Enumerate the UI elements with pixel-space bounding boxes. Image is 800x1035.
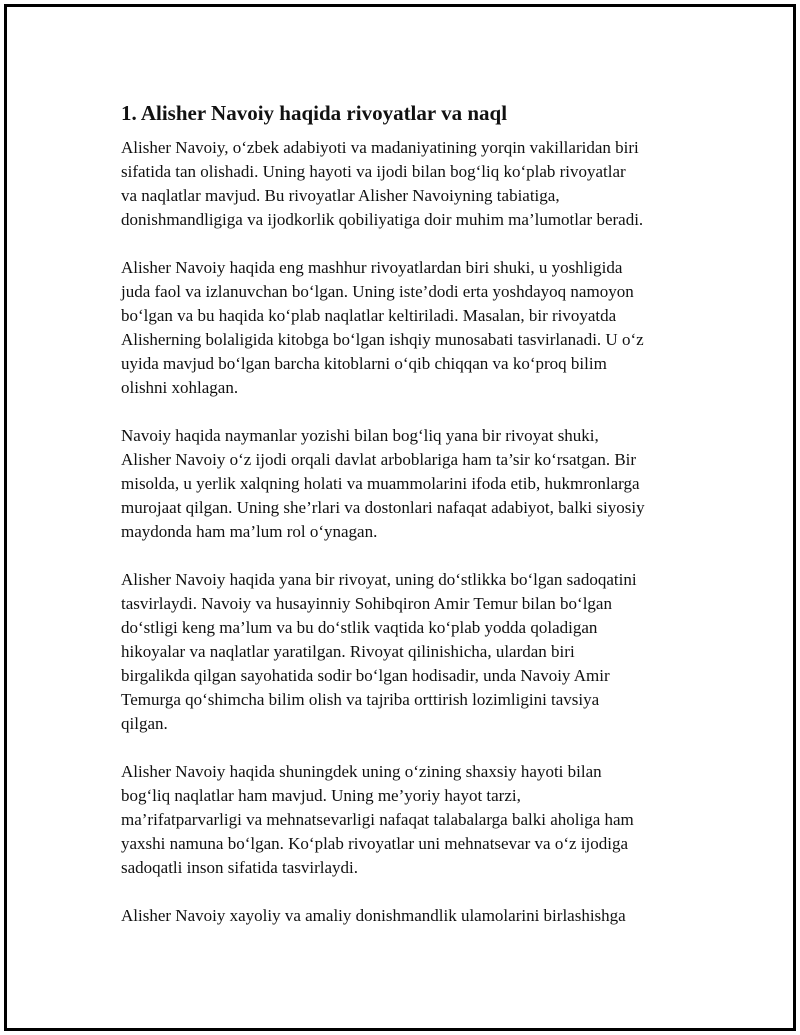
paragraph-5: Alisher Navoiy haqida shuningdek uning o‘zining shaxsiy hayoti bilan bog‘liq naqlatlar ham mavjud. Uning me’yoriy hayot tarzi, ma’rifatparvarligi va mehnatsevarligi nafaqat talabalarga balki aholiga ham yaxshi namuna bo‘lgan. Ko‘plab rivoyatlar uni mehnatsevar va o‘z ijodiga sadoqatli inson sifatida tasvirlaydi. [121,762,634,877]
paragraph-1: Alisher Navoiy, o‘zbek adabiyoti va madaniyatining yorqin vakillaridan biri sifatida tan olishadi. Uning hayoti va ijodi bilan bog‘liq ko‘plab rivoyatlar va naqlatlar mavjud. Bu rivoyatlar Alisher Navoiyning tabiatiga, donishmandligiga va ijodkorlik qobiliyatiga doir muhim ma’lumotlar beradi. [121,138,644,229]
document-body [121,99,701,952]
paragraph-4: Alisher Navoiy haqida yana bir rivoyat, uning do‘stlikka bo‘lgan sadoqatini tasvirlaydi. Navoiy va husayinniy Sohibqiron Amir Temur bilan bo‘lgan do‘stligi keng ma’lum va bu do‘stlik vaqtida ko‘plab yodda qoladigan hikoyalar va naqlatlar yaratilgan. Rivoyat qilinishicha, ulardan biri birgalikda qilgan sayohatida sodir bo‘lgan hodisadir, unda Navoiy Amir Temurga qo‘shimcha bilim olish va tajriba orttirish lozimligini tavsiya qilgan. [121,570,637,733]
paragraph-3: Navoiy haqida naymanlar yozishi bilan bog‘liq yana bir rivoyat shuki, Alisher Navoiy o‘z ijodi orqali davlat arboblariga ham ta’sir ko‘rsatgan. Bir misolda, u yerlik xalqning holati va muammolarini ifoda etib, hukmronlarga murojaat qilgan. Uning she’rlari va dostonlari nafaqat adabiyot, balki siyosiy maydonda ham ma’lum rol o‘ynagan. [121,426,645,541]
paragraph-6: Alisher Navoiy xayoliy va amaliy donishmandlik ulamolarini birlashishga [121,906,626,925]
paragraph-2: Alisher Navoiy haqida eng mashhur rivoyatlardan biri shuki, u yoshligida juda faol va izlanuvchan bo‘lgan. Uning iste’dodi erta yoshdayoq namoyon bo‘lgan va bu haqida ko‘plab naqlatlar keltiriladi. Masalan, bir rivoyatda Alisherning bolaligida kitobga bo‘lgan ishqiy munosabati tasvirlanadi. U o‘z uyida mavjud bo‘lgan barcha kitoblarni o‘qib chiqqan va ko‘proq bilim olishni xohlagan. [121,258,644,397]
page-border [4,4,796,1031]
section-heading: 1. Alisher Navoiy haqida rivoyatlar va naql [121,101,508,125]
